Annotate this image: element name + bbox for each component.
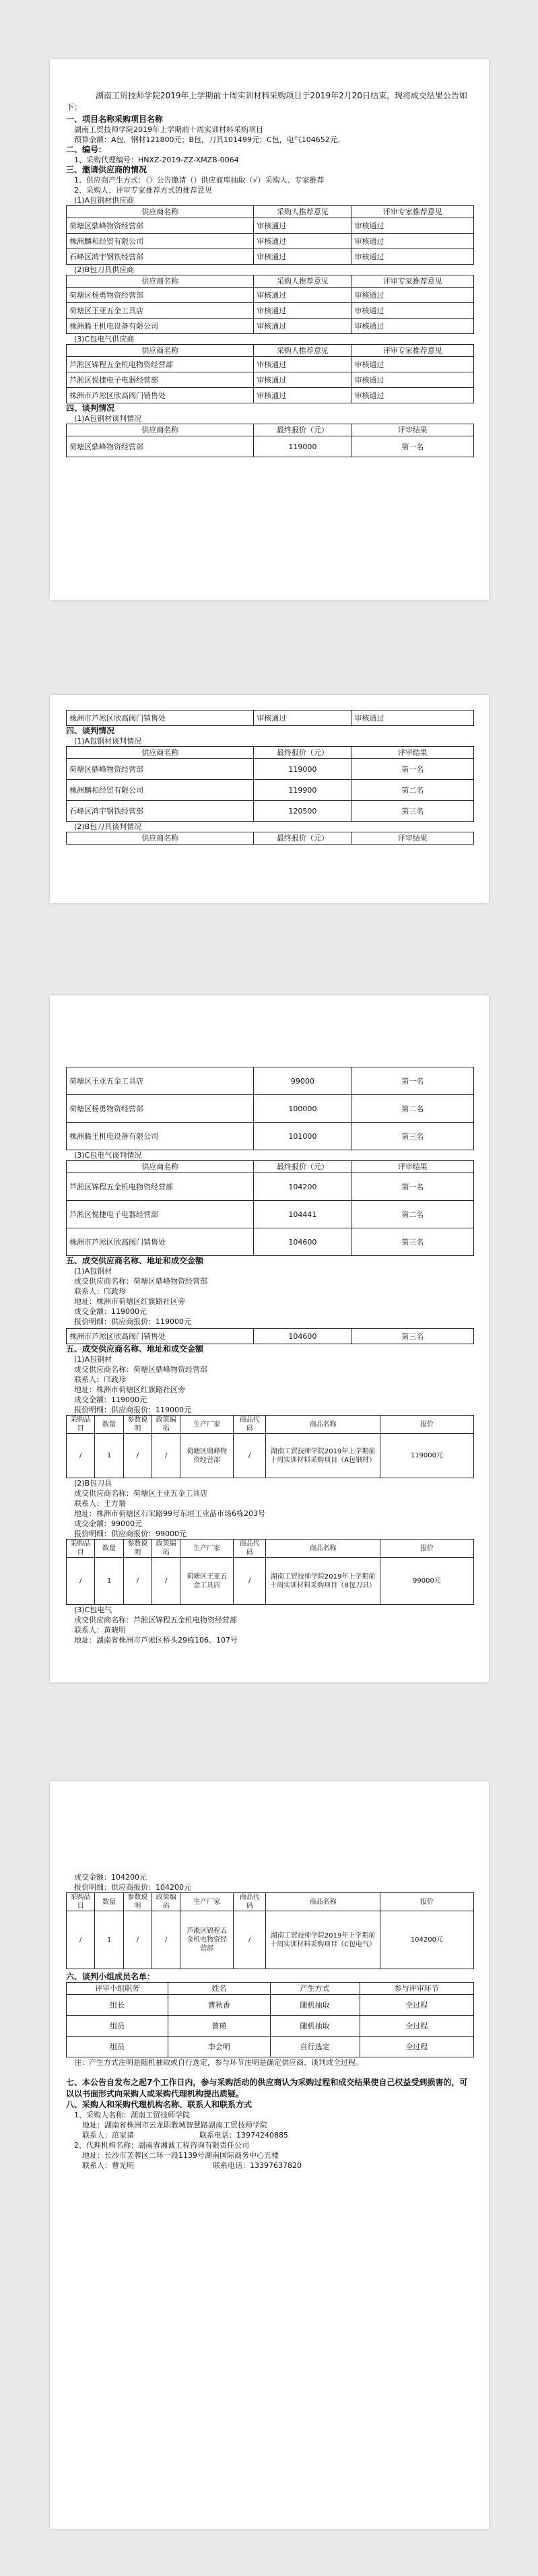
section-heading: 五、成交供应商名称、地址和成交金额 (66, 1344, 204, 1354)
package-label: (2)B包刀具供应商 (74, 265, 135, 274)
purchaser-name: 1、采购人名称：湖南工贸技师学院 (74, 2111, 190, 2119)
package-label: (1)A包钢材 (74, 1267, 112, 1276)
table-header: 采购人推荐意见 (254, 275, 351, 288)
table-header: 评审结果 (351, 747, 474, 759)
negotiation-table-b (66, 1067, 474, 1150)
section-heading: 三、邀请供应商的情况 (66, 165, 147, 174)
section-heading: 四、谈判情况 (66, 403, 115, 413)
winner-contact: 联系人：王方瑞 (74, 1499, 126, 1508)
table-row: 组员 曾瑛 随机抽取 全过程 (67, 2016, 474, 2037)
table-row: 株洲腾王机电设备有限公司 101000 第三名 (67, 1123, 474, 1150)
recommend-method: 2、采购人、评审专家推荐方式的推荐意见 (74, 186, 212, 195)
agent-name: 2、代理机构名称：湖南省湘诚工程咨询有限责任公司 (74, 2141, 249, 2150)
recommend-table-c-tail (66, 710, 474, 726)
table-row: 石峰区鸿宇钢铁经营部 120500 第三名 (67, 801, 474, 822)
winner-address: 地址：湖南省株洲市芦淞区桥头29栋106、107号 (74, 1636, 238, 1645)
negotiation-table-a (66, 746, 474, 822)
item-table-a: 采购品目 数量 参数说明 政策编码 生产厂家 商品代码 商品名称 报价 / 1 / / 荷塘区鼎峰物资经营部 / 湖南工贸技师学院2019年上学期前十周实训材料采购项目（A包钢材） 119000元 (66, 1415, 474, 1478)
table-row: 荷塘区杨勇物资经营部 审核通过 审核通过 (67, 288, 474, 303)
package-label: (3)C包电气谈判情况 (74, 1151, 142, 1160)
item-table-b: 采购品目 数量 参数说明 政策编码 生产厂家 商品代码 商品名称 报价 / 1 / / 荷塘区王亚五金工具店 / 湖南工贸技师学院2019年上学期前十周实训材料采购项目（B包刀具） 99000元 (66, 1539, 474, 1605)
winner-quote-detail: 报价明细：供应商报价：119000元 (74, 1406, 191, 1414)
document-page-4 (50, 1781, 489, 2529)
agent-contact: 联系人：曹光明 联系电话：13397637820 (82, 2161, 302, 2170)
table-header: 供应商名称 (67, 424, 254, 436)
objection-notice: 七、本公告自发布之起7个工作日内，参与采购活动的供应商认为采购过程和成交结果使自己权益受到损害的，可以以书面形式向采购人或采购代理机构提出质疑。 (66, 2078, 468, 2099)
purchaser-contact: 联系人：范家诸 联系电话：13974240885 (82, 2131, 288, 2140)
document-page-3 (50, 995, 489, 1682)
table-row: 株洲麟和经贸有限公司 审核通过 审核通过 (67, 234, 474, 249)
agent-address: 地址：长沙市芙蓉区二环一段1139号湖南国际商务中心五楼 (82, 2151, 279, 2160)
table-header: 最终报价（元） (254, 747, 351, 759)
package-label: (1)A包钢材 (74, 1355, 112, 1364)
winner-quote-detail: 报价明细：供应商报价：119000元 (74, 1317, 191, 1326)
duplicate-row-table (66, 1328, 474, 1344)
section-heading: 五、成交供应商名称、地址和成交金额 (66, 1256, 204, 1265)
section-heading: 四、谈判情况 (66, 726, 115, 735)
project-name: 湖南工贸技师学院2019年上学期前十周实训材料采购项目 (74, 125, 263, 134)
package-label: (1)A包钢材谈判情况 (74, 737, 142, 746)
table-row: 株洲市芦淞区欣高阀门销售处 104600 第三名 (67, 1329, 474, 1344)
winner-amount: 成交金额：119000元 (74, 1307, 147, 1316)
team-table: 评审小组职务 姓名 产生方式 参与评审环节 组长 曹秋香 随机抽取 全过程 组员 曾瑛 随机抽取 全过程 组员 李会明 自行选定 全过程 (66, 1982, 474, 2057)
package-label: (3)C包电气供应商 (74, 335, 135, 343)
recommend-table-c (66, 344, 474, 403)
winner-address: 地址：株洲市荷塘区红旗路社区旁 (74, 1297, 185, 1306)
package-label: (1)A包钢材供应商 (74, 196, 135, 205)
table-header: 供应商名称 (67, 206, 254, 218)
winner-name: 成交供应商名称：荷塘区鼎峰物资经营部 (74, 1277, 207, 1286)
table-header: 评审结果 (351, 424, 474, 436)
table-row: 株洲麟和经贸有限公司 119900 第二名 (67, 780, 474, 801)
winner-contact: 联系人：邝政珍 (74, 1287, 126, 1296)
table-row: 组长 曹秋香 随机抽取 全过程 (67, 1995, 474, 2016)
recommend-table-a (66, 205, 474, 265)
section-heading: 二、编号： (66, 145, 107, 154)
table-row: 荷塘区王亚五金工具店 审核通过 审核通过 (67, 303, 474, 319)
table-row: 荷塘区鼎峰物资经营部 审核通过 审核通过 (67, 218, 474, 234)
winner-contact: 联系人：邝政珍 (74, 1375, 126, 1384)
table-header: 供应商名称 (67, 1161, 254, 1173)
winner-name: 成交供应商名称：芦淞区锦程五金机电物资经营部 (74, 1616, 237, 1624)
table-row: 株洲市芦淞区欣高阀门销售处 审核通过 审核通过 (67, 388, 474, 403)
table-header: 采购人推荐意见 (254, 206, 351, 218)
package-label: (2)B包刀具谈判情况 (74, 822, 142, 831)
negotiation-table-a-start (66, 424, 474, 457)
package-label: (3)C包电气 (74, 1606, 112, 1614)
winner-address: 地址：株洲市荷塘区石宋路99号东垣工业品市场6栋203号 (74, 1509, 265, 1518)
table-header: 最终报价（元） (254, 832, 351, 845)
section-heading: 六、谈判小组成员名单： (66, 1972, 156, 1981)
winner-address: 地址：株洲市荷塘区红旗路社区旁 (74, 1385, 185, 1394)
table-row: 组员 李会明 自行选定 全过程 (67, 2037, 474, 2057)
table-row: 荷塘区鼎峰物资经营部 119000 第一名 (67, 436, 474, 457)
winner-name: 成交供应商名称：荷塘区王亚五金工具店 (74, 1489, 207, 1498)
table-row: 芦淞区悦捷电子电器经营部 审核通过 审核通过 (67, 372, 474, 388)
document-page-1 (50, 59, 489, 600)
table-row: 芦淞区锦程五金机电物资经营部 104200 第一名 (67, 1173, 474, 1201)
recommend-table-b (66, 275, 474, 334)
supplier-source: 1、供应商产生方式：（）公告邀请（）供应商库抽取（√）采购人、专家推荐 (74, 176, 325, 185)
table-header: 评审专家推荐意见 (351, 345, 474, 357)
budget-amount: 预算金额：A包，钢材121800元；B包，刀具101499元；C包，电气104652元。 (74, 135, 345, 144)
agency-number: 1、采购代理编号：HNXZ-2019-ZZ-XMZB-0064 (74, 156, 239, 164)
table-header: 供应商名称 (67, 832, 254, 845)
table-header: 评审结果 (351, 832, 474, 845)
negotiation-table-c (66, 1160, 474, 1256)
table-header: 供应商名称 (67, 275, 254, 288)
table-row: / 1 / / 芦淞区锦程五金机电物资经营部 / 湖南工贸技师学院2019年上学期前十周实训材料采购项目（C包电气） 104200元 (67, 1911, 474, 1969)
table-row: 荷塘区鼎峰物资经营部 119000 第一名 (67, 759, 474, 780)
table-row: 株洲腾王机电设备有限公司 审核通过 审核通过 (67, 319, 474, 334)
team-note: 注：产生方式注明是随机抽取或自行选定，参与环节注明是确定供应商、谈判或全过程。 (74, 2058, 363, 2067)
package-label: (2)B包刀具 (74, 1479, 112, 1488)
table-row: / 1 / / 荷塘区王亚五金工具店 / 湖南工贸技师学院2019年上学期前十周实训材料采购项目（B包刀具） 99000元 (67, 1558, 474, 1605)
winner-contact: 联系人：黄晓明 (74, 1626, 126, 1634)
winner-amount: 成交金额：104200元 (74, 1873, 147, 1882)
table-header: 评审专家推荐意见 (351, 275, 474, 288)
table-header: 最终报价（元） (254, 424, 351, 436)
table-header: 供应商名称 (67, 345, 254, 357)
purchaser-phone: 联系电话：13974240885 (199, 2131, 288, 2140)
table-row: 石峰区鸿宇钢铁经营部 审核通过 审核通过 (67, 249, 474, 265)
negotiation-table-b-start (66, 832, 474, 845)
table-row: 芦淞区悦捷电子电器经营部 104441 第二名 (67, 1201, 474, 1228)
table-row: 荷塘区王亚五金工具店 99000 第一名 (67, 1067, 474, 1095)
winner-quote-detail: 报价明细：供应商报价：104200元 (74, 1883, 191, 1892)
package-label: (1)A包钢材谈判情况 (74, 414, 142, 423)
table-header: 评审结果 (351, 1161, 474, 1173)
announcement-title: 湖南工贸技师学院2019年上学期前十周实训材料采购项目于2019年2月20日结束，现将成交结果公告如下： (66, 91, 467, 112)
table-header: 最终报价（元） (254, 1161, 351, 1173)
winner-name: 成交供应商名称：荷塘区鼎峰物资经营部 (74, 1365, 207, 1374)
winner-amount: 成交金额：99000元 (74, 1519, 142, 1528)
winner-amount: 成交金额：119000元 (74, 1395, 147, 1404)
table-row: 芦淞区锦程五金机电物资经营部 审核通过 审核通过 (67, 357, 474, 372)
table-row: 株洲市芦淞区欣高阀门销售处 104600 第三名 (67, 1228, 474, 1256)
table-row: / 1 / / 荷塘区鼎峰物资经营部 / 湖南工贸技师学院2019年上学期前十周实训材料采购项目（A包钢材） 119000元 (67, 1434, 474, 1478)
table-row: 株洲市芦淞区欣高阀门销售处 审核通过 审核通过 (67, 711, 474, 726)
section-heading: 一、项目名称采购项目名称 (66, 114, 164, 124)
section-heading: 八、采购人和采购代理机构名称、联系人和联系方式 (66, 2100, 253, 2109)
table-header: 供应商名称 (67, 747, 254, 759)
table-row: 荷塘区杨勇物资经营部 100000 第二名 (67, 1095, 474, 1123)
document-page-2 (50, 695, 489, 903)
item-table-c: 采购品目 数量 参数说明 政策编码 生产厂家 商品代码 商品名称 报价 / 1 / / 芦淞区锦程五金机电物资经营部 / 湖南工贸技师学院2019年上学期前十周实训材料采购项目（C包电气） 104200元 (66, 1892, 474, 1969)
purchaser-address: 地址：湖南省株洲市云龙职教城智慧路湖南工贸技师学院 (82, 2121, 267, 2129)
winner-quote-detail: 报价明细：供应商报价：99000元 (74, 1529, 187, 1538)
table-header: 采购人推荐意见 (254, 345, 351, 357)
agent-phone: 联系电话：13397637820 (213, 2161, 302, 2170)
table-header: 评审专家推荐意见 (351, 206, 474, 218)
